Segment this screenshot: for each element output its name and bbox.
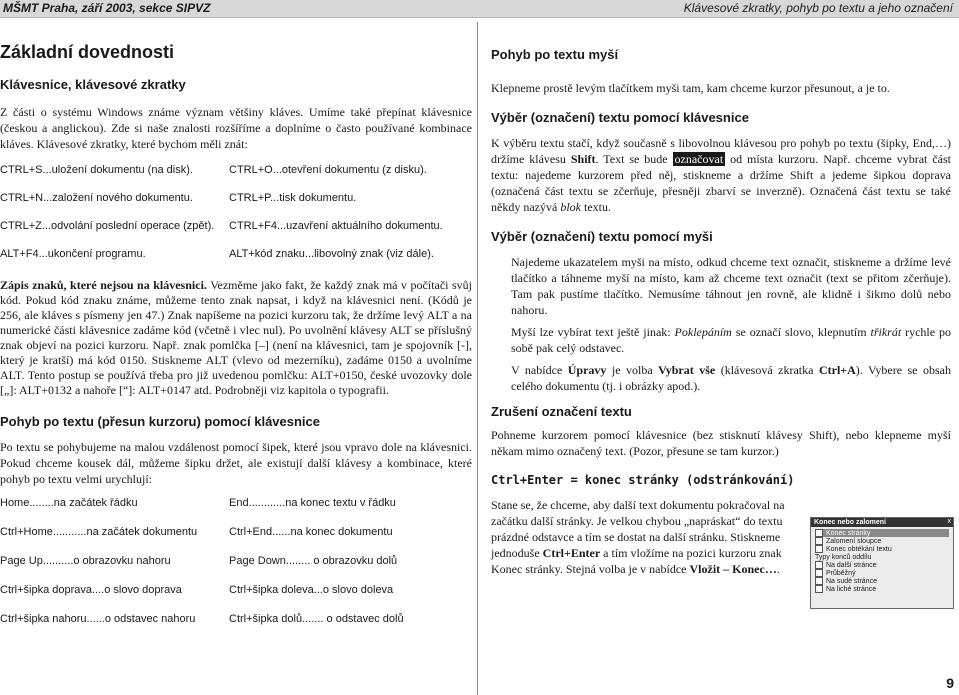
dialog-body: [811, 527, 953, 595]
para-deselect: Pohneme kurzorem pomocí klávesnice (bez stisknutí klávesy Shift), nebo klepneme myší někam mimo označený text. (Pozor, přesune se tam kurzor.): [491, 428, 951, 458]
left-column: [0, 42, 472, 642]
move-item: Ctrl+šipka dolů....... o odstavec dolů: [229, 613, 404, 625]
radio-icon: [815, 537, 823, 545]
dialog-option[interactable]: Na liché stránce: [815, 585, 949, 593]
move-item: Home........na začátek řádku: [0, 497, 138, 509]
list-item: Najedeme ukazatelem myši na místo, odkud chceme text označit, stiskneme a držíme levé tlačítko a táhneme myší na místo, kam až chceme text označit (text se přitom zčerňuje). Tam pak pustíme tlačítko. Nemusíme táhnout jen rovně, ale klidně i šikmo dolů nebo nahoru.: [511, 255, 951, 317]
move-item: Ctrl+šipka doleva...o slovo doleva: [229, 584, 394, 596]
move-item: Ctrl+End......na konec dokumentu: [229, 526, 393, 538]
shortcut-item: CTRL+N...založení nového dokumentu.: [0, 192, 193, 204]
radio-icon: [815, 561, 823, 569]
header-bar: [0, 0, 959, 18]
radio-icon: [815, 569, 823, 577]
shortcut-item: CTRL+S...uložení dokumentu (na disk).: [0, 164, 193, 176]
section-page-break: Ctrl+Enter = konec stránky (odstránkování): [491, 473, 795, 487]
header-right: Klávesové zkratky, pohyb po textu a jeho označení: [683, 1, 953, 15]
para-select-keyboard: K výběru textu stačí, když současně s libovolnou klávesou pro pohyb po textu (šipky, End,…) držíme klávesu Shift. Text se bude označovat od místa kurzoru. Např. chceme vybrat část textu: najedeme kurzorem před něj, stiskneme a držíme Shift a jedeme šipkou doprava (označená část textu se zčerňuje, přesněji zbarví se inverzně). Označená část textu se také někdy nazývá blok textu.: [491, 136, 951, 214]
break-dialog: [810, 517, 954, 609]
section-keyboard-move: Pohyb po textu (přesun kurzoru) pomocí klávesnice: [0, 414, 321, 429]
section-deselect: Zrušení označení textu: [491, 404, 632, 419]
page-number: 9: [946, 675, 954, 691]
shortcut-item: CTRL+P...tisk dokumentu.: [229, 192, 357, 204]
section-keyboard: Klávesnice, klávesové zkratky: [0, 77, 186, 92]
dialog-group-label: Typy konců oddílu: [815, 553, 872, 561]
shortcut-item: ALT+F4...ukončení programu.: [0, 248, 146, 260]
shortcut-item: ALT+kód znaku...libovolný znak (viz dále).: [229, 248, 434, 260]
move-grid: [0, 497, 472, 642]
dialog-option[interactable]: Na další stránce: [815, 561, 949, 569]
section-mouse-move: Pohyb po textu myší: [491, 47, 619, 62]
list-item: Myší lze vybírat text ještě jinak: Poklepáním se označí slovo, klepnutím třikrát rychle po sobě pak celý odstavec.: [511, 325, 951, 355]
para-page-break: Stane se, že chceme, aby další text dokumentu pokračoval na začátku další stránky. Je velkou chybou „napráskat“ do textu prázdné odstavce a tím se dostat na další stránku. Stiskneme jednoduše Ctrl+Enter a tím vložíme na pozici kurzoru znak Konec stránky. Stejná volba je v nabídce Vložit – Konec….: [491, 498, 785, 576]
para-char-codes: Zápis znaků, které nejsou na klávesnici. Vezměme jako fakt, že každý znak má v počítači svůj kód. Pokud kód znaku známe, můžeme tento znak napsat, i když na klávesnici není. (Kódů je 256, ale kláves s písmeny jen 47.) Znak napíšeme na pozici kurzoru tak, že držíme levý ALT a na numerické části klávesnice zadáme kód (včetně i vlec nul). Po uvolnění klávesy ALT se příslušný znak objeví na pozici kurzoru. Např. znak pomlčka [–] (není na klávesnici, tam je spojovník [-], který je kratší) má kód 0150. Stiskneme ALT (vlevo od mezerníku), zadáme 0150 a uvolníme ALT. Tento postup se používá třeba pro již uvedenou pomlčku: ALT+0150, české uvozovky dole [„]: ALT+0132 a nahoře [“]: ALT+0147 atd. Podrobněji viz kapitola o typografii.: [0, 278, 472, 397]
move-item: Ctrl+šipka doprava....o slovo doprava: [0, 584, 182, 596]
header-left: MŠMT Praha, září 2003, sekce SIPVZ: [3, 1, 211, 15]
dialog-option[interactable]: Konec obtékání textu: [815, 545, 949, 553]
shortcut-item: CTRL+O...otevření dokumentu (z disku).: [229, 164, 427, 176]
para-keyboard-move: Po textu se pohybujeme na malou vzdálenost pomocí šipek, které jsou vpravo dole na klávesnici. Pokud chceme kousek dál, můžeme šipku držet, ale existují další klávesy a kombinace, které pohyb po textu velmi urychlují:: [0, 440, 472, 486]
move-item: End............na konec textu v řádku: [229, 497, 396, 509]
radio-icon: [815, 577, 823, 585]
dialog-option[interactable]: Konec stránky: [815, 529, 949, 537]
shortcut-grid: [0, 164, 472, 276]
section-select-mouse: Výběr (označení) textu pomocí myši: [491, 229, 713, 244]
dialog-option[interactable]: Na sudé stránce: [815, 577, 949, 585]
move-item: Page Down........ o obrazovku dolů: [229, 555, 398, 567]
list-item: V nabídce Úpravy je volba Vybrat vše (klávesová zkratka Ctrl+A). Vybere se obsah celého dokumentu (tj. i obrázky apod.).: [511, 363, 951, 393]
right-column: [491, 47, 951, 577]
shortcut-item: CTRL+Z...odvolání poslední operace (zpět).: [0, 220, 215, 232]
radio-icon: [815, 585, 823, 593]
mouse-select-list: [491, 254, 951, 394]
para-mouse-move: Klepneme prostě levým tlačítkem myši tam, kam chceme kurzor přesunout, a je to.: [491, 81, 890, 95]
close-icon[interactable]: x: [947, 518, 951, 525]
dialog-option[interactable]: Zalomení sloupce: [815, 537, 949, 545]
move-item: Ctrl+Home...........na začátek dokumentu: [0, 526, 198, 538]
move-item: Page Up..........o obrazovku nahoru: [0, 555, 171, 567]
shortcut-item: CTRL+F4...uzavření aktuálního dokumentu.: [229, 220, 443, 232]
dialog-option[interactable]: Průběžný: [815, 569, 949, 577]
section-select-keyboard: Výběr (označení) textu pomocí klávesnice: [491, 110, 749, 125]
move-item: Ctrl+šipka nahoru......o odstavec nahoru: [0, 613, 196, 625]
radio-icon: [815, 529, 823, 537]
page-title: Základní dovednosti: [0, 42, 175, 62]
dialog-title: Konec nebo zalomení x: [811, 518, 953, 527]
para-keyboard: Z části o systému Windows známe význam většiny kláves. Umíme také přepínat klávesnice (českou a anglickou). Zde si naše znalosti rozšíříme a doplníme o často používané kombinace kláves. Klávesové zkratky, které bychom měli znát:: [0, 105, 472, 151]
column-divider: [477, 22, 478, 695]
